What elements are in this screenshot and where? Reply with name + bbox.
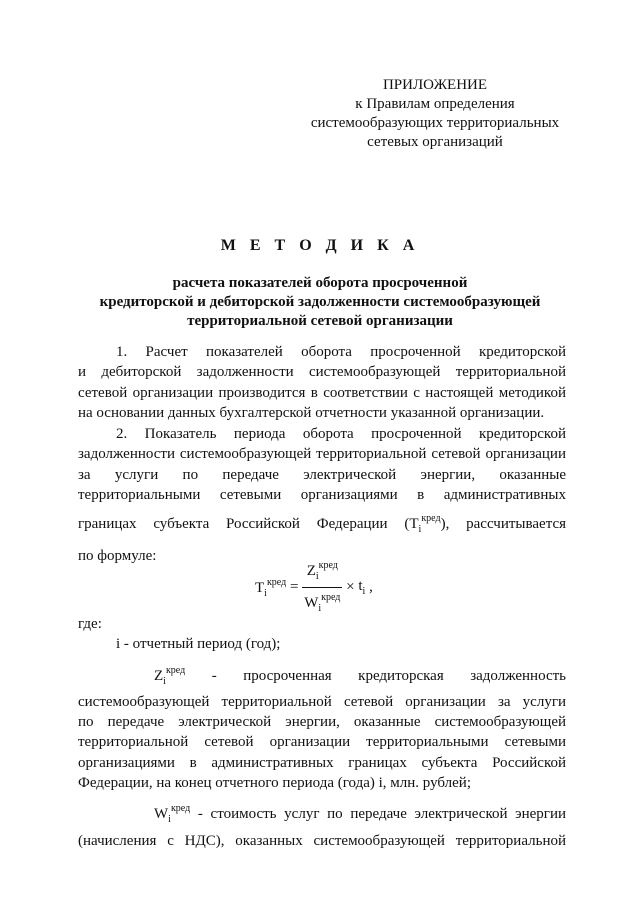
formula-fraction (302, 556, 342, 619)
text-line: по формуле: (78, 548, 157, 565)
annex-line: сетевых организаций (367, 134, 503, 150)
document-title-block (60, 236, 580, 331)
subtitle-line: кредиторской и дебиторской задолженности системообразующей (99, 294, 541, 310)
text-fragment: границах субъекта Российской Федерации ( (78, 516, 410, 533)
text-line: на основании данных бухгалтерской отчетности указанной организации. (78, 404, 545, 421)
text-line: системообразующей территориальной сетевой организации за услуги (78, 693, 566, 710)
subtitle-line: территориальной сетевой организации (187, 313, 453, 329)
formula-t: $t_i$ (358, 578, 366, 597)
annex-line: системообразующих территориальных (310, 115, 560, 131)
fraction-denominator: $W_i^{кред}$ (304, 592, 341, 614)
text-line: за услуги по передаче электрической энергии, оказанные (78, 466, 566, 483)
text-line: по передаче электрической энергии, оказанные системообразующей (78, 714, 566, 731)
text-line: территориальными сетевыми организациями в административных (78, 486, 566, 503)
annex-line: к Правилам определения (355, 96, 515, 112)
formula-times: × (346, 579, 355, 595)
text-fragment: ), рассчитывается (440, 516, 566, 533)
symbol-z-kred: $Z_i^{кред}$ (154, 664, 186, 687)
text-fragment: - стоимость услуг по передаче электрической энергии (197, 806, 566, 823)
text-line: организациями в административных границах субъекта Российской (78, 754, 566, 771)
formula-equals: = (289, 579, 299, 595)
symbol-t-kred: $T_i^{кред}$ (409, 513, 441, 536)
document-subtitle (60, 274, 580, 331)
subtitle-line: расчета показателей оборота просроченной (172, 275, 468, 291)
formula (255, 556, 373, 619)
text-line: сетевой организации производится в соответствии с настоящей методикой (78, 384, 566, 401)
annex-title: ПРИЛОЖЕНИЕ (382, 77, 488, 93)
symbol-w-kred: $W_i^{кред}$ (154, 803, 191, 826)
definitions (78, 614, 566, 851)
definition-w (78, 799, 566, 830)
text-line: и дебиторской задолженности системообразующей территориальной (78, 364, 566, 381)
text-line: 2. Показатель периода оборота просроченной кредиторской (116, 426, 566, 442)
definition-i: i - отчетный период (год); (116, 636, 281, 653)
formula-comma: , (369, 579, 373, 595)
text-line: территориальной сетевой организации территориальными сетевыми (78, 734, 566, 751)
text-fragment: - просроченная кредиторская задолженность (211, 667, 567, 684)
paragraph-1 (78, 342, 566, 423)
definition-z (78, 661, 566, 692)
where-label: где: (78, 616, 102, 632)
text-line: 1. Расчет показателей оборота просроченной кредиторской (116, 344, 566, 360)
text-line: Федерации, на конец отчетного периода (года) i, млн. рублей; (78, 775, 472, 792)
fraction-numerator: $Z_i^{кред}$ (302, 556, 342, 588)
paragraph-2 (78, 424, 566, 567)
text-line: (начисления с НДС), оказанных системообразующей территориальной (78, 832, 566, 849)
text-line: задолженности системообразующей территориальной сетевой организации (78, 446, 566, 463)
text-line (78, 509, 566, 540)
formula-lhs: $T_i^{кред}$ (255, 576, 287, 599)
document-title: М Е Т О Д И К А (220, 237, 420, 254)
annex-header (300, 76, 570, 152)
